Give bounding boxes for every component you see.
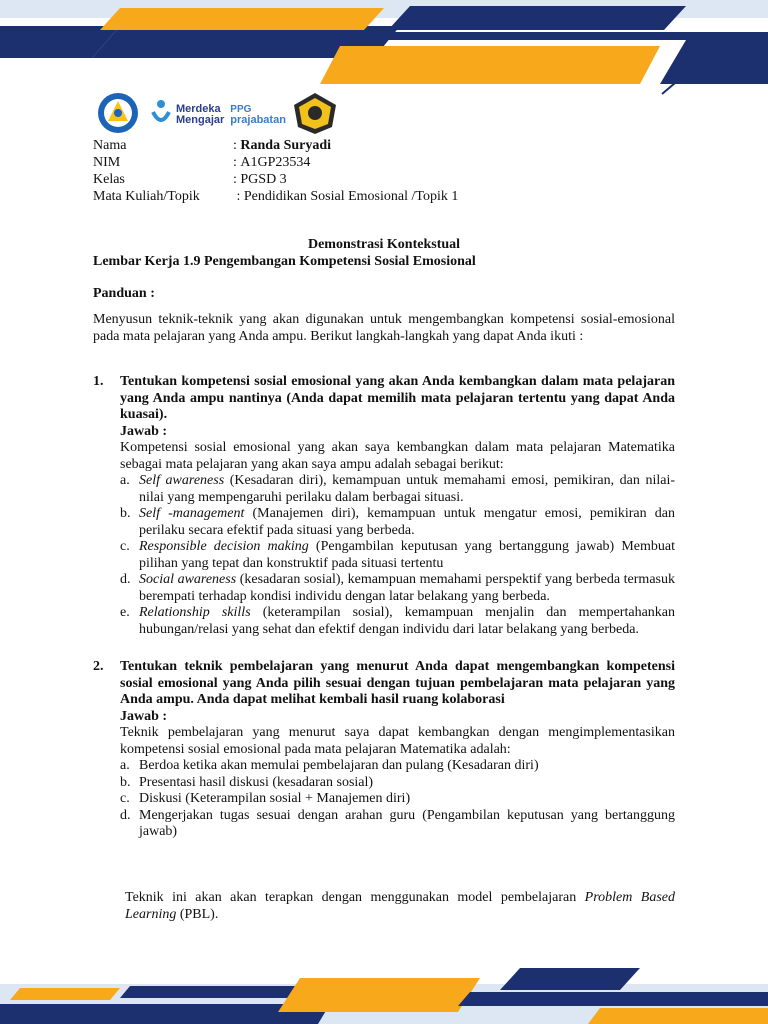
pbl-term: Problem Based Learning <box>125 890 675 922</box>
identity-value: A1GP23534 <box>240 155 311 170</box>
term: Self -management <box>139 506 245 521</box>
identity-label: NIM <box>93 155 121 170</box>
question-number: 2. <box>93 659 104 674</box>
tut-wuri-handayani-logo <box>94 91 142 140</box>
merdeka-mengajar-logo <box>150 98 172 133</box>
closing-paragraph: Teknik ini akan akan terapkan dengan menggunakan model pembelajaran Problem Based Learning (PBL). <box>125 890 675 922</box>
list-item: b. Presentasi hasil diskusi (kesadaran sosial) <box>120 774 374 790</box>
list-item: b. Self -management (Manajemen diri), kemampuan untuk mengatur emosi, pemikiran dan perilaku secara efektif pada situasi yang berbeda. <box>120 506 675 538</box>
list-item: e. Relationship skills (keterampilan sosial), kemampuan menjalin dan mempertahankan hubungan/relasi yang sehat dan efektif dengan individu dari latar belakang yang berbeda. <box>120 605 676 637</box>
intro-paragraph: Menyusun teknik-teknik yang akan digunakan untuk mengembangkan kompetensi sosial-emosional pada mata pelajaran yang Anda ampu. Berikut langkah-langkah yang dapat Anda ikuti : <box>93 312 675 344</box>
list-item: c. Diskusi (Keterampilan sosial + Manajemen diri) <box>120 791 411 806</box>
term: Social awareness <box>139 572 237 587</box>
logo-row <box>94 92 338 138</box>
question-2 <box>93 659 675 841</box>
identity-value: Pendidikan Sosial Emosional /Topik 1 <box>243 189 459 204</box>
identity-row-topik <box>93 188 458 205</box>
list-item: d. Social awareness (kesadaran sosial), kemampuan memahami perspektif yang berbeda termasuk berempati terhadap kondisi individu dengan latar belakang yang berbeda. <box>120 572 675 604</box>
identity-sep: : <box>233 172 241 187</box>
term: Relationship skills <box>139 605 251 620</box>
header-banner <box>0 0 768 100</box>
ppg-prajabatan-text: PPG prajabatan <box>230 104 286 126</box>
title-line-2: Lembar Kerja 1.9 Pengembangan Kompetensi Sosial Emosional <box>93 254 476 269</box>
identity-sep: : <box>233 138 241 153</box>
jawab-label: Jawab : <box>120 708 168 724</box>
identity-block <box>93 137 458 205</box>
identity-row-kelas <box>93 171 458 188</box>
jawab-label: Jawab : <box>120 423 168 439</box>
identity-row-nama <box>93 137 458 154</box>
competency-list <box>120 473 675 638</box>
term: Responsible decision making <box>139 539 309 554</box>
question-number: 1. <box>93 374 104 389</box>
identity-row-nim <box>93 154 458 171</box>
question-1 <box>93 374 675 638</box>
answer-paragraph: Teknik pembelajaran yang menurut saya dapat kembangkan dengan mengimplementasikan kompetensi sosial emosional pada mata pelajaran Matematika adalah: <box>120 725 675 757</box>
answer-paragraph: Kompetensi sosial emosional yang akan saya kembangkan dalam mata pelajaran Matematika sebagai mata pelajaran yang akan saya ampu adalah sebagai berikut: <box>120 440 675 472</box>
identity-label: Mata Kuliah/Topik <box>93 189 200 204</box>
identity-label: Nama <box>93 138 127 153</box>
list-item: a. Berdoa ketika akan memulai pembelajaran dan pulang (Kesadaran diri) <box>120 758 539 773</box>
technique-list <box>120 758 675 841</box>
identity-value: PGSD 3 <box>240 172 287 187</box>
identity-label: Kelas <box>93 172 125 187</box>
list-item: d. Mengerjakan tugas sesuai dengan arahan guru (Pengambilan keputusan yang bertanggung jawab) <box>120 807 675 839</box>
term: Self awareness <box>139 473 225 488</box>
identity-value: Randa Suryadi <box>240 138 332 153</box>
question-text: Tentukan teknik pembelajaran yang menurut Anda dapat mengembangkan kompetensi sosial emosional yang Anda pilih sesuai dengan tujuan pembelajaran mata pelajaran yang Anda ampu. Anda dapat melihat kembali hasil ruang kolaborasi <box>120 659 675 707</box>
footer-banner <box>0 968 768 1024</box>
merdeka-mengajar-text: Merdeka Mengajar <box>176 103 225 126</box>
list-item: a. Self awareness (Kesadaran diri), kemampuan untuk memahami emosi, pemikiran, dan nilai-nilai yang mempengaruhi perilaku dalam berbagai situasi. <box>120 473 676 505</box>
identity-sep: : <box>233 189 244 204</box>
panduan-heading: Panduan : <box>93 286 155 301</box>
document-title <box>93 236 675 270</box>
title-line-1: Demonstrasi Kontekstual <box>307 237 461 252</box>
university-shield-logo <box>292 91 338 140</box>
question-text: Tentukan kompetensi sosial emosional yang akan Anda kembangkan dalam mata pelajaran yang Anda ampu nantinya (Anda dapat memilih mata pelajaran tertentu yang dapat Anda kuasai). <box>120 374 675 422</box>
identity-sep: : <box>233 155 241 170</box>
list-item: c. Responsible decision making (Pengambilan keputusan yang bertanggung jawab) Membuat pilihan yang tepat dan konstruktif pada situasi tertentu <box>120 539 675 571</box>
